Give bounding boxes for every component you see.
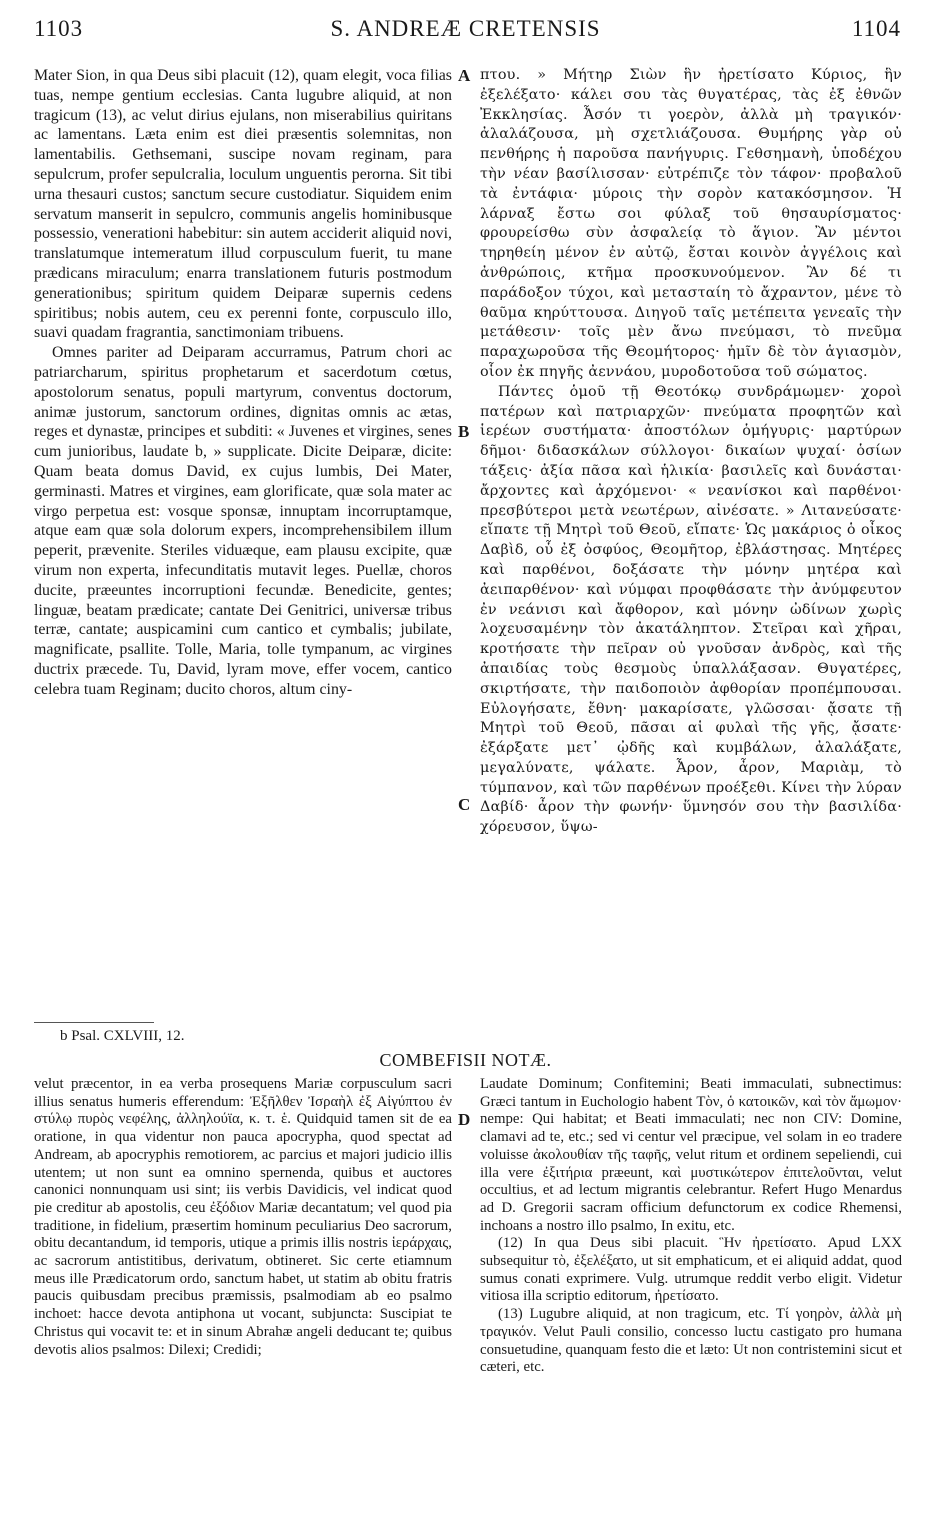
notes-right-column (480, 1076, 902, 1377)
margin-marker-a: A (458, 66, 471, 85)
latin-column (34, 66, 452, 700)
margin-marker-b: B (458, 422, 470, 441)
note-paragraph: (12) In qua Deus sibi placuit. Ἣν ἠρετίσατο. Apud LXX subsequitur τὸ, ἐξελέξατο, ut sit emphaticum, et ei aliquid addat, quod sumus conati exprimere. Vulg. utrumque reddit verbo eligit. Videtur vitiosa illa scriptio editorum, ἠρετίσατο. (480, 1235, 902, 1305)
greek-paragraph: πτου. » Μήτηρ Σιὼν ἣν ἠρετίσατο Κύριος, ἣν ἐξελέξατο· κάλει σου τὰς θυγατέρας, τὰς ἐξ ἐθνῶν Ἐκκλησίας. Ἆσόν τι γοερὸν, ἀλλὰ μὴ τραγικόν· ἀλαλάζουσα, μὴ σχετλιάζουσα. Θυμήρης γὰρ οὐ πενθήρης ἡ παροῦσα πανήγυρις. Γεθσημανὴ, ὑποδέχου τὴν νέαν βασίλισσαν· εὐτρέπιζε τὸν τάφον· προβαλοῦ τὰ ἐντάφια· μύροις τὴν σορὸν κατακόσμησον. Ἡ λάρναξ ἔστω σοι φύλαξ τοῦ θησαυρίσματος· φρουρείσθω σὺν ἀσφαλείᾳ τὸ ἅγιον. Ἂν μέντοι τηρηθείη μένον ἐν αὐτῷ, ἔσται κοινὸν ἀγγέλοις καὶ ἀνθρώποις, κτῆμα προσκυνούμενον. Ἂν δέ τι παράδοξον τύχοι, καὶ μετασταίη τὸ ἄχραντον, μένε τὸ θαῦμα κηρύττουσα. Διηγοῦ ταῖς μετέπειτα γενεαῖς τὴν μετάθεσιν· τοῖς μὲν ἄνω πνεύμασι, τὸ πνεῦμα παραχωροῦσα τῆς Θεομήτορος· ἡμῖν δὲ τὸν ἁγιασμὸν, οἷον ἐκ πηγῆς ἀεννάου, μυροδοτοῦσα τοῦ σώματος. (480, 67, 902, 380)
latin-paragraph: Mater Sion, in qua Deus sibi placuit (12), quam elegit, voca filias tuas, nempe gentium ecclesias. Canta lugubre aliquid, at non tragicum (13), ac velut dirius ejulans, non miserabilius quiritans ac lamentans. Læta enim est diei præsentis solemnitas, non lamentabilis. Gethsemani, suscipe novam reginam, para sepulcrum, profer sepulcralia, loculum unguentis perorna. Sit tibi urna thesauri custos; sanctum secure custodiatur. Siquidem enim servatum manserit in sepulcro, communis angelis hominibusque possessio, venerationi habebitur: sin autem acciderit aliquid novi, translatumque intemeratum illud corpusculum fuerit, tu mane prædicans miraculum; enarra translationem futuris postmodum generationibus; spiritum quidem Deiparæ supernis cedens spiritibus; nobis autem, ceu ex perenni fonte, corpusculo illo, suavi quadam fragrantia, sanctimoniam tribuens. (34, 67, 452, 342)
note-paragraph: Laudate Dominum; Confitemini; Beati immaculati, subnectimus: Græci tantum in Euchologio habent Τὸν, ὁ κατοικῶν, καὶ τὸν ἄμωμον· nempe: Qui habitat; et Beati immaculati; nec non CIV: Domine, clamavi ad te, etc.; sed vi centur vel præcipue, vel solam in eo tradere voluisse ἀκολουθίαν τῆς ταφῆς, velut ritum et ordinem sepeliendi, cui illa vere ἐξιτήρια præeunt, καὶ μυστικώτερον ἐπιτελοῦνται, velut occultius, et ad lectum migrantis celebrantur. Refert Hugo Menardus ad D. Gregorii sacram officium defunctorum ex codice Rhemensi, inchoans a nostro illo psalmo, In exitu, etc. (480, 1076, 902, 1234)
notes-title: COMBEFISII NOTÆ. (379, 1050, 552, 1070)
greek-column (480, 66, 902, 838)
note-paragraph: (13) Lugubre aliquid, at non tragicum, etc. Τί γοηρὸν, ἀλλὰ μὴ τραγικόν. Velut Pauli consilio, concesso luctu castigato pro humana consuetudine, quanquam festo die et læto: Ut non contristemini sicut et cæteri, etc. (480, 1306, 902, 1376)
margin-marker-c: C (458, 795, 471, 814)
greek-paragraph: Πάντες ὁμοῦ τῇ Θεοτόκῳ συνδράμωμεν· χοροὶ πατέρων καὶ πατριαρχῶν· πνεύματα προφητῶν καὶ ἱερέων συστήματα· ἀποστόλων ὁμήγυρις· μαρτύρων δῆμοι· διδασκάλων σύλλογοι· δικαίων ψυχαί· ὁσίων τάξεις· ἀξία πᾶσα καὶ ἡλικία· βασιλεῖς καὶ δυνάσται· ἄρχοντες καὶ ἀρχόμενοι· « νεανίσκοι καὶ παρθένοι· πρεσβύτεροι μετὰ νεωτέρων, αἰνέσατε. » Λιτανεύσατε· εἴπατε τῇ Μητρὶ τοῦ Θεοῦ, εἴπατε· Ὡς μακάριος ὁ οἶκος Δαβὶδ, οὗ ἐξ ὀσφύος, Θεομῆτορ, ἐβλάστησας. Μητέρες καὶ παρθένοι, δοξάσατε τὴν μόνην μητέρα καὶ ἀειπαρθένον· καὶ νύμφαι προφθάσατε τὴν ἀνύμφευτον ἐν νεάνισι καὶ ἄφθορον, καὶ μόνην ὠδίνων χωρὶς λοχευσαμένην τὸν ἀκατάληπτον. Στεῖραι καὶ χῆραι, κροτήσατε τὴν πεῖραν οὐ γνοῦσαν ἀνδρὸς, καὶ τῆς ἀπαιδίας τοὺς θεσμοὺς ὑπαλλάξασαν. Θυγατέρες, σκιρτήσατε, τὴν παιδοποιὸν ἀφθορίαν προπέμπουσαι. Εὐλογήσατε, ἔθνη· μακαρίσατε, γλῶσσαι· ᾄσατε τῇ Μητρὶ τοῦ Θεοῦ, πᾶσαι αἱ φυλαὶ τῆς γῆς, ᾄσατε· ἐξάρξατε μετ᾽ ᾠδῆς καὶ κυμβάλων, ἀλαλάξατε, μεγαλύνατε, ψάλατε. Ἆρον, ἆρον, Μαριὰμ, τὸ τύμπανον, καὶ τῶν παρθένων προέξεθι. Κίνει τὴν λύραν Δαβίδ· ἆρον τὴν φωνήν· ὕμνησόν σου τὴν βασιλίδα· χόρευσον, ὕψω- (480, 383, 902, 836)
note-paragraph: velut præcentor, in ea verba prosequens Mariæ corpusculum sacri illius senatus humeris efferendum: Ἐξῆλθεν Ἰσραὴλ ἐξ Αἰγύπτου ἐν στύλῳ πυρὸς νεφέλης, ἀλληλούϊα, κ. τ. ἑ. Quidquid tamen sit de ea oratione, in qua videntur non pauca apocrypha, quod spectat ad Andream, ab apocryphis remotiorem, ac parcius et majori judicio illis utentem; ut non sunt ea omnino spernenda, quibus et auctores canonici nonnunquam usi sint; iis verbis Davidicis, vel indicat quod pie creditur ab apostolis, ceu ἐξόδιον Mariæ decantatum; vel quod pia traditione, in fidelium, præsertim hominum peculiarius Deo sacrorum, obitu decantandum, id temporis, utique a primis illis nostris ἱεράρχαις, ac sacrorum antistitibus, derivatum, obtineret. Sic certe etiamnum meus ille Prædicatorum ordo, sanctum habet, ut statim ab obitu fratris paucis quibusdam precibus præmissis, psalmodiam ab eo psalmo inchoet: hacce devota antiphona ut vocant, subjuncta: Suscipiat te Christus qui vocavit te: et in sinum Abrahæ angeli deducant te; quibus devotis alios psalmos: Dilexi; Credidi; (34, 1076, 452, 1358)
latin-paragraph: Omnes pariter ad Deiparam accurramus, Patrum chori ac patriarcharum, spiritus prophetarum et sacerdotum cœtus, apostolorum senatus, populi martyrum, conventus doctorum, animæ justorum, sanctorum ordines, dignitas omnis ac ætas, reges et dynastæ, principes et subditi: « Juvenes et virgines, senes cum junioribus, laudate b, » supplicate. Dicite Deiparæ, dicite: Quam beata domus David, ex cujus lumbis, Dei Mater, germinasti. Matres et virgines, eam glorificate, quæ sola mater ac virgo perpetua est: vosque sponsæ, innuptam incorruptamque, atque eam quæ sola dolorum expers, incomprehensibilem illum peperit, prævenite. Steriles viduæque, eam plausu excipite, quæ virum non experta, infecunditatis mutavit leges. Puellæ, choros ducite, præeuntes incorruptioni fecundæ. Benedicite, gentes; linguæ, beatam prædicate; cantate Dei Genitrici, universæ tribus terræ, cantate; auspicamini cum cantico et cymbalis; jubilate, magnificate, psallite. Tolle, Maria, tolle tympanum, ac virgines ductrix præcede. Tu, David, lyram move, effer vocem, cantico celebra tuam Reginam; ducito choros, altum ciny- (34, 344, 452, 698)
page-number-left: 1103 (34, 16, 84, 41)
margin-marker-d: D (458, 1110, 471, 1129)
running-title: S. ANDREÆ CRETENSIS (330, 16, 601, 41)
notes-left-column (34, 1076, 452, 1359)
footnote: b Psal. CXLVIII, 12. (60, 1028, 185, 1044)
page-number-right: 1104 (851, 16, 901, 41)
footnote-rule (34, 1022, 154, 1023)
